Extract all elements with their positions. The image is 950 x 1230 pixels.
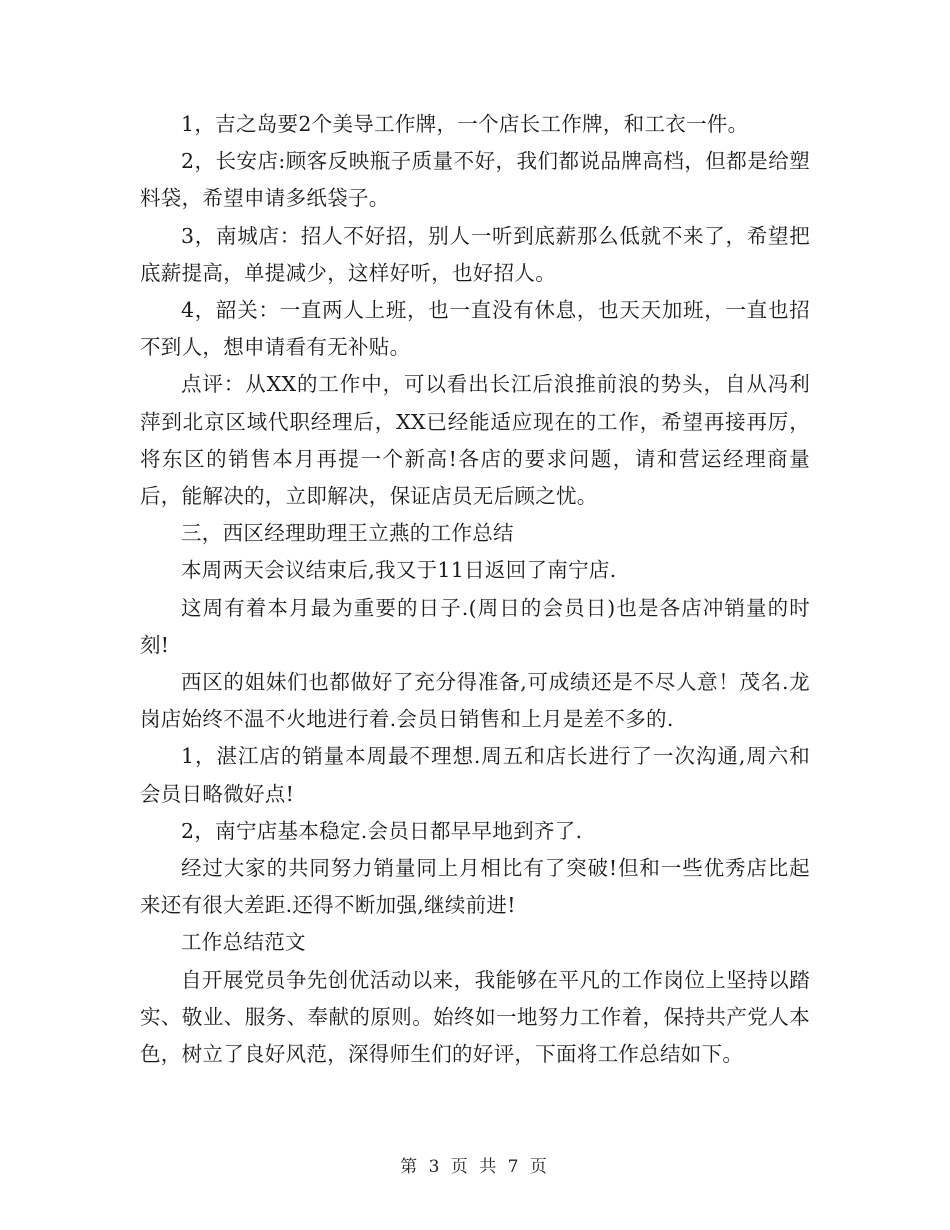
paragraph: 经过大家的共同努力销量同上月相比有了突破!但和一些优秀店比起来还有很大差距.还得不断加强,继续前进! — [140, 856, 810, 918]
paragraph: 自开展党员争先创优活动以来，我能够在平凡的工作岗位上坚持以踏实、敬业、服务、奉献的原则。始终如一地努力工作着，保持共产党人本色，树立了良好风范，深得师生们的好评，下面将工作总结如下。 — [140, 967, 810, 1067]
page-number-footer: 第 3 页 共 7 页 — [400, 1157, 550, 1177]
paragraph: 2，南宁店基本稳定.会员日都早早地到齐了. — [181, 818, 583, 843]
paragraph: 1，湛江店的销量本周最不理想.周五和店长进行了一次沟通,周六和会员日略微好点! — [140, 744, 810, 806]
paragraph: 4，韶关：一直两人上班，也一直没有休息，也天天加班，一直也招不到人，想申请看有无补贴。 — [140, 298, 810, 360]
document-body — [140, 106, 810, 1073]
paragraph: 西区的姐妹们也都做好了充分得准备,可成绩还是不尽人意！茂名.龙岗店始终不温不火地进行着.会员日销售和上月是差不多的. — [140, 670, 810, 732]
paragraph: 1，吉之岛要2个美导工作牌，一个店长工作牌，和工衣一件。 — [181, 112, 749, 136]
section-heading: 工作总结范文 — [181, 930, 306, 955]
section-heading: 三，西区经理助理王立燕的工作总结 — [181, 521, 514, 546]
paragraph: 点评：从XX的工作中，可以看出长江后浪推前浪的势头，自从冯利萍到北京区域代职经理后，XX已经能适应现在的工作，希望再接再厉，将东区的销售本月再提一个新高!各店的要求问题，请和营运经理商量后，能解决的，立即解决，保证店员无后顾之忧。 — [140, 372, 810, 509]
paragraph: 本周两天会议结束后,我又于11日返回了南宁店. — [181, 558, 617, 583]
paragraph: 3，南城店：招人不好招，别人一听到底薪那么低就不来了，希望把底薪提高，单提减少，这样好听，也好招人。 — [140, 223, 810, 285]
paragraph: 2，长安店:顾客反映瓶子质量不好，我们都说品牌高档，但都是给塑料袋，希望申请多纸袋子。 — [140, 149, 810, 211]
paragraph: 这周有着本月最为重要的日子.(周日的会员日)也是各店冲销量的时刻! — [140, 595, 810, 657]
